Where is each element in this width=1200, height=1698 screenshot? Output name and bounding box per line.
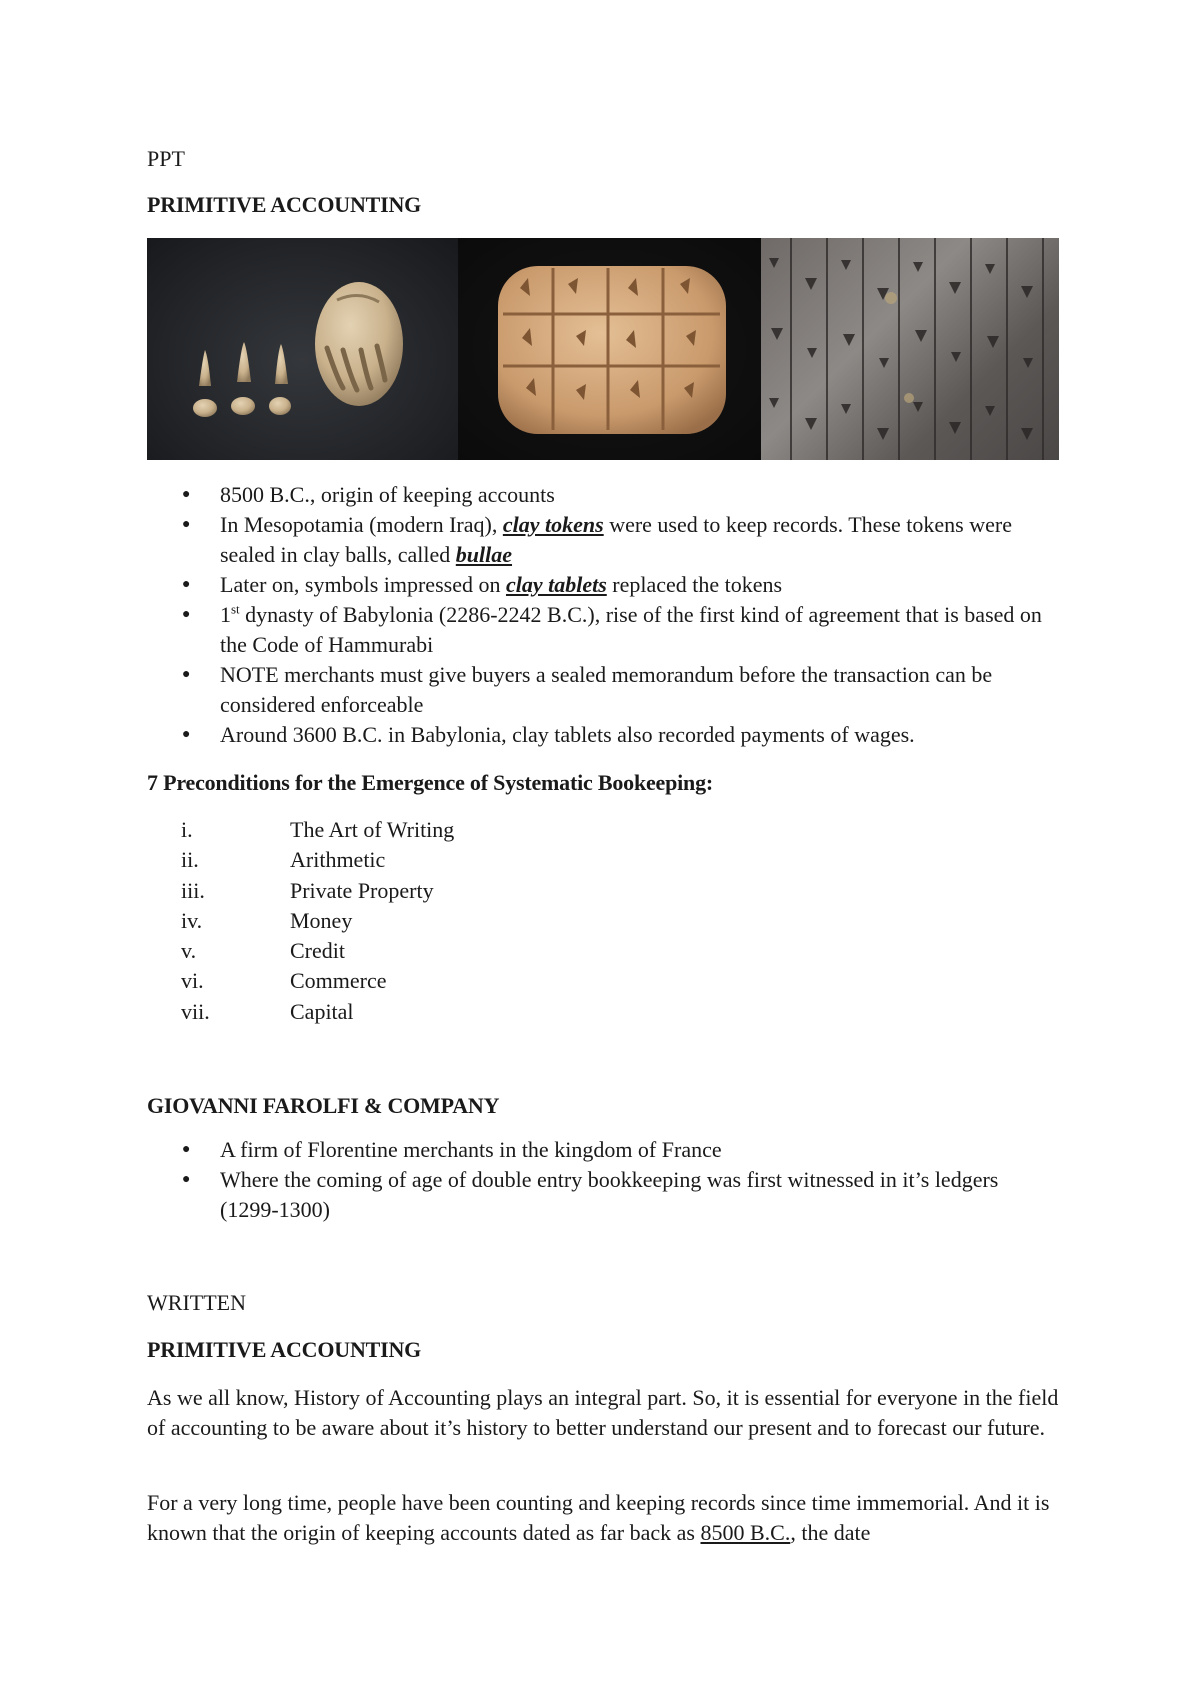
bullet-text: Where the coming of age of double entry bookkeeping was first witnessed in it’s ledgers (1299-1300) [220, 1167, 999, 1222]
list-item [147, 510, 1063, 570]
written-label: WRITTEN [147, 1290, 246, 1315]
list-item [147, 997, 454, 1027]
superscript: st [231, 601, 240, 617]
list-number: ii. [181, 847, 199, 873]
paragraph-intro: As we all know, History of Accounting plays an integral part. So, it is essential for everyone in the field of accounting to be aware about it’s history to better understand our present and to forecast our future. [147, 1385, 1059, 1440]
bullet-text: 1 [220, 602, 231, 627]
paragraph-origin [147, 1488, 1067, 1548]
list-item [147, 660, 1063, 720]
list-text: Credit [290, 938, 345, 964]
clay-tablet-image [458, 238, 761, 460]
list-item [147, 1165, 1027, 1225]
list-number: vii. [181, 998, 210, 1024]
list-text: Commerce [290, 968, 387, 994]
paragraph-text: , the date [790, 1520, 871, 1545]
list-item [147, 1135, 1027, 1165]
list-item [147, 570, 1063, 600]
list-text: The Art of Writing [290, 817, 455, 842]
bullet-text: A firm of Florentine merchants in the kingdom of France [220, 1137, 722, 1162]
emphasis-clay-tokens: clay tokens [502, 512, 604, 537]
emphasis-bullae: bullae [455, 542, 513, 567]
list-item [147, 480, 1063, 510]
bullet-text: 8500 B.C., origin of keeping accounts [220, 482, 555, 507]
clay-tokens-and-bulla-image [147, 238, 458, 460]
preconditions-heading: 7 Preconditions for the Emergence of Systematic Bookeeping: [147, 770, 714, 795]
list-item [147, 720, 1063, 750]
ppt-label: PPT [147, 146, 185, 171]
list-text: Money [290, 907, 353, 933]
ppt-bullet-list [147, 480, 1063, 750]
list-number: i. [181, 817, 193, 842]
list-item [147, 815, 454, 845]
list-item [147, 906, 454, 936]
bullet-text: replaced the tokens [606, 572, 783, 597]
list-item [147, 966, 454, 996]
artifact-banner [147, 238, 1059, 460]
list-item [147, 936, 454, 966]
list-item [147, 876, 454, 906]
underlined-date: 8500 B.C. [700, 1520, 791, 1545]
bullet-text: dynasty of Babylonia (2286-2242 B.C.), rise of the first kind of agreement that is based on the Code of Hammurabi [220, 602, 1042, 657]
cuneiform-stone-image [761, 238, 1059, 460]
bullet-text: Around 3600 B.C. in Babylonia, clay tablets also recorded payments of wages. [220, 722, 915, 747]
preconditions-list [147, 815, 454, 1027]
list-item [147, 845, 454, 875]
emphasis-clay-tablets: clay tablets [505, 572, 607, 597]
farolfi-bullet-list [147, 1135, 1027, 1225]
list-number: v. [181, 938, 197, 964]
list-text: Private Property [290, 877, 434, 903]
list-number: iv. [181, 907, 203, 933]
list-text: Arithmetic [290, 847, 386, 873]
list-number: vi. [181, 968, 204, 994]
bullet-text: Later on, symbols impressed on [220, 572, 506, 597]
paragraph-text: For a very long time, people have been counting and keeping records since time immemorial. And it is known that the origin of keeping accounts dated as far back as [147, 1490, 1050, 1545]
primitive-accounting-heading: PRIMITIVE ACCOUNTING [147, 192, 422, 217]
list-number: iii. [181, 877, 205, 903]
list-text: Capital [290, 998, 354, 1024]
bullet-text: were used to keep records. These tokens were sealed in clay balls, called [220, 512, 1012, 567]
farolfi-heading: GIOVANNI FAROLFI & COMPANY [147, 1093, 500, 1118]
bullet-text: In Mesopotamia (modern Iraq), [220, 512, 503, 537]
list-item [147, 600, 1063, 660]
bullet-text: NOTE merchants must give buyers a sealed memorandum before the transaction can be considered enforceable [220, 662, 993, 717]
written-primitive-accounting-heading: PRIMITIVE ACCOUNTING [147, 1337, 422, 1362]
